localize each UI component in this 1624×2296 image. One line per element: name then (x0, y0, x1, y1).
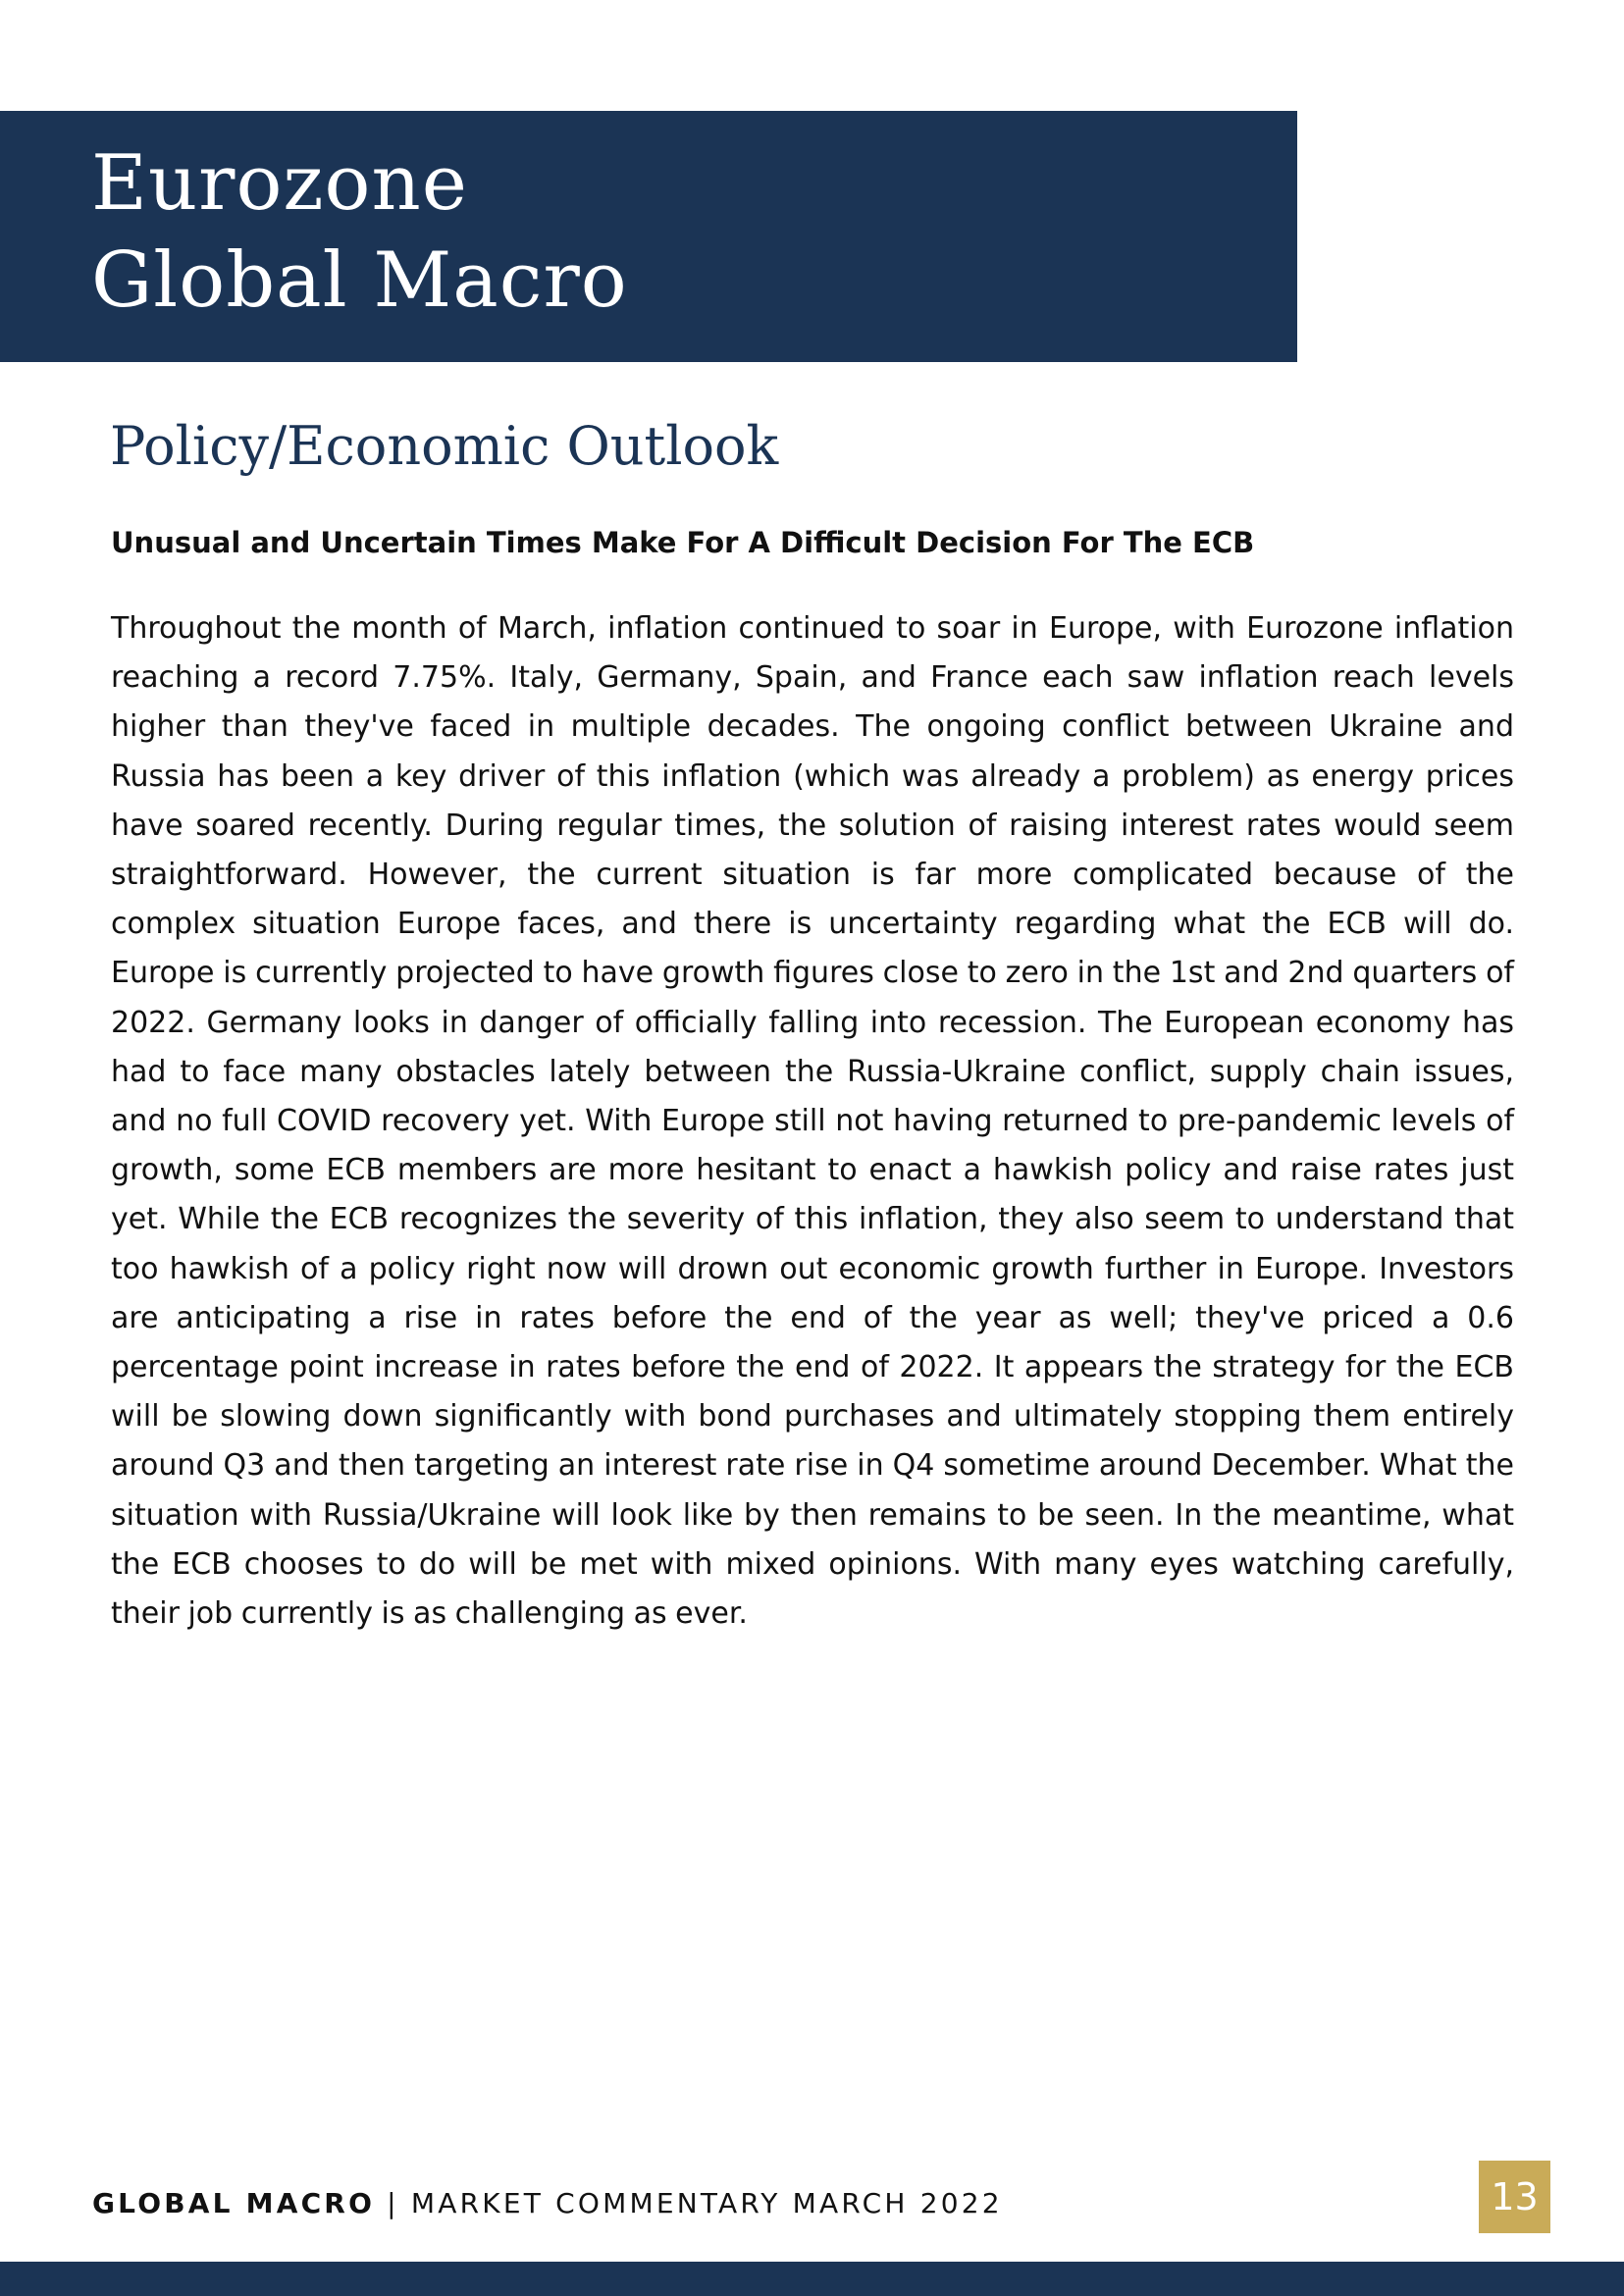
footer-separator: | (375, 2187, 411, 2219)
page-number-badge (1479, 2161, 1550, 2233)
banner-title (91, 135, 628, 330)
footer-bar (0, 2262, 1624, 2296)
article-subheading: Unusual and Uncertain Times Make For A Difficult Decision For The ECB (111, 526, 1255, 559)
banner-title-line-2: Global Macro (91, 236, 628, 325)
page-number: 13 (1491, 2175, 1539, 2218)
section-title: Policy/Economic Outlook (110, 415, 779, 477)
footer-label (92, 2184, 1003, 2223)
article-body: Throughout the month of March, inflation continued to soar in Europe, with Eurozone inflation reaching a record 7.75%. Italy, Germany, Spain, and France each saw inflation reach levels higher than they've faced in multiple decades. The ongoing conflict between Ukraine and Russia has been a key driver of this inflation (which was already a problem) as energy prices have soared recently. During regular times, the solution of raising interest rates would seem straightforward. However, the current situation is far more complicated because of the complex situation Europe faces, and there is uncertainty regarding what the ECB will do. Europe is currently projected to have growth figures close to zero in the 1st and 2nd quarters of 2022. Germany looks in danger of officially falling into recession. The European economy has had to face many obstacles lately between the Russia-Ukraine conflict, supply chain issues, and no full COVID recovery yet. With Europe still not having returned to pre-pandemic levels of growth, some ECB members are more hesitant to enact a hawkish policy and raise rates just yet. While the ECB recognizes the severity of this inflation, they also seem to understand that too hawkish of a policy right now will drown out economic growth further in Europe. Investors are anticipating a rise in rates before the end of the year as well; they've priced a 0.6 percentage point increase in rates before the end of 2022. It appears the strategy for the ECB will be slowing down significantly with bond purchases and ultimately stopping them entirely around Q3 and then targeting an interest rate rise in Q4 sometime around December. What the situation with Russia/Ukraine will look like by then remains to be seen. In the meantime, what the ECB chooses to do will be met with mixed opinions. With many eyes watching carefully, their job currently is as challenging as ever. (111, 611, 1514, 1632)
footer-brand: GLOBAL MACRO (92, 2187, 376, 2219)
footer-commentary: MARKET COMMENTARY MARCH 2022 (410, 2187, 1003, 2219)
banner-title-line-1: Eurozone (91, 139, 468, 228)
